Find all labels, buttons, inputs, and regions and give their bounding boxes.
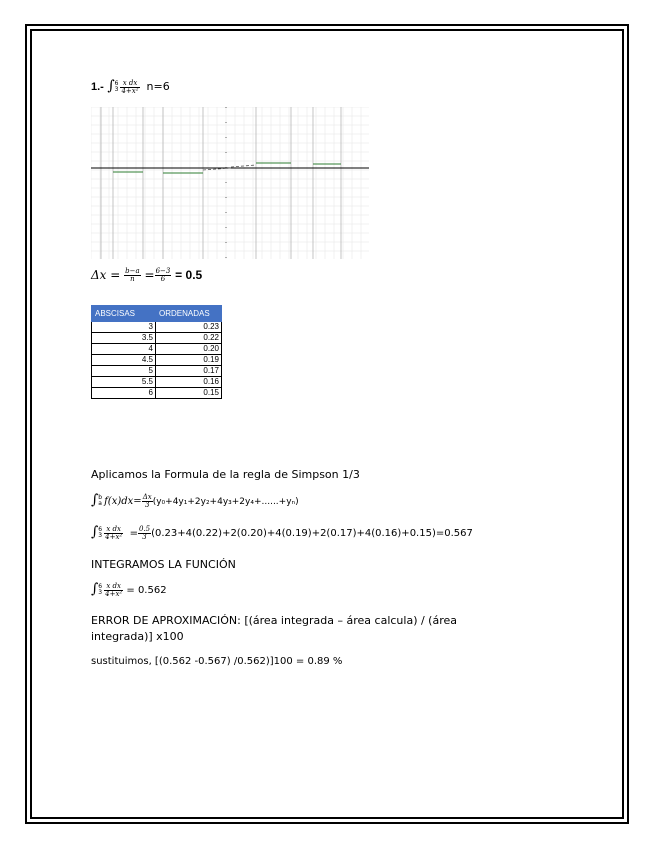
simpson-applied-formula: ∫ 6 3 $\frac{\text{x dx}}{\text{4+x²}}$ = $\frac{0.5}{3}$ (0.23+4(0.22)+2(0.20)+4(0.19)+2(0.17)+4(0.16)+0.15)=0.567 <box>91 524 473 541</box>
table-header-row <box>92 306 222 322</box>
ordinate-cell: 0.20 <box>156 344 222 355</box>
problem-title: 1.- ∫ 6 3 $\frac{\text{x dx}}{\text{4+x²}}$ n=6 <box>91 78 170 95</box>
ordinate-cell: 0.22 <box>156 333 222 344</box>
simpson-intro: Aplicamos la Formula de la regla de Simpson 1/3 <box>91 468 360 481</box>
integral-result-line: ∫ 6 3 $\frac{\text{x dx}}{\text{4+x²}}$ = 0.562 <box>91 581 167 598</box>
error-line-2: integrada)] x100 <box>91 630 184 643</box>
abscissa-cell: 4 <box>92 344 156 355</box>
integramos-heading: INTEGRAMOS LA FUNCIÓN <box>91 558 236 571</box>
applied-lower: 3 <box>98 532 103 539</box>
general-frac-num: Δx <box>142 492 152 501</box>
result-integrand-num: x dx <box>104 583 123 591</box>
general-lhs: f(x)dx= <box>104 496 142 507</box>
delta-result: = 0.5 <box>175 268 203 282</box>
abscissa-cell: 5.5 <box>92 377 156 388</box>
general-lower: a <box>98 500 102 507</box>
table-row <box>92 333 222 344</box>
header-ordenadas: ORDENADAS <box>156 306 222 322</box>
delta-num2: 6−3 <box>155 267 171 275</box>
delta-eq: = <box>144 268 155 282</box>
integral-result: = 0.562 <box>126 585 167 596</box>
upper-limit: 6 <box>114 80 119 87</box>
result-upper: 6 <box>98 583 103 590</box>
abscissa-cell: 5 <box>92 366 156 377</box>
simpson-general-formula: ∫ b a f(x)dx= $\frac{\Delta x}{3}$ (y₀+4y₁+2y₂+4y₃+2y₄+......+yₙ) <box>91 492 299 509</box>
abscissa-cell: 6 <box>92 388 156 399</box>
table-row <box>92 344 222 355</box>
applied-rhs: (0.23+4(0.22)+2(0.20)+4(0.19)+2(0.17)+4(0.16)+0.15)=0.567 <box>151 528 473 539</box>
error-line-1: ERROR DE APROXIMACIÓN: [(área integrada – área calcula) / (área <box>91 614 458 627</box>
graph-major-grid <box>101 107 341 259</box>
ordinate-cell: 0.23 <box>156 322 222 333</box>
lower-limit: 3 <box>114 86 119 93</box>
delta-x-label: Δx = <box>91 268 121 282</box>
applied-upper: 6 <box>98 526 103 533</box>
delta-x-line <box>91 268 202 283</box>
table-row <box>92 377 222 388</box>
ordinate-cell: 0.19 <box>156 355 222 366</box>
applied-integrand-den: 4+x² <box>105 532 123 541</box>
table-row <box>92 388 222 399</box>
general-upper: b <box>98 494 103 501</box>
integrand-denominator: 4+x² <box>121 86 139 95</box>
integrand-numerator: x dx <box>120 80 139 88</box>
general-rhs: (y₀+4y₁+2y₂+4y₃+2y₄+......+yₙ) <box>152 497 299 507</box>
ordinate-cell: 0.16 <box>156 377 222 388</box>
applied-frac-den: 3 <box>142 532 147 541</box>
abscissa-cell: 3.5 <box>92 333 156 344</box>
n-value: n=6 <box>146 80 170 93</box>
abscissa-cell: 4.5 <box>92 355 156 366</box>
abscissa-cell: 3 <box>92 322 156 333</box>
table-row <box>92 366 222 377</box>
table-row <box>92 322 222 333</box>
applied-frac-num: 0.5 <box>138 524 151 533</box>
delta-den1: n <box>130 275 135 283</box>
substitution-line: sustituimos, [(0.562 -0.567) /0.562)]100 = 0.89 % <box>91 656 343 667</box>
graph-minor-grid <box>91 107 369 259</box>
abscissa-ordinate-table <box>91 305 222 399</box>
ordinate-cell: 0.17 <box>156 366 222 377</box>
header-abscisas: ABSCISAS <box>92 306 156 322</box>
delta-num1: b−a <box>125 267 140 275</box>
function-graph <box>91 107 369 259</box>
result-integrand-den: 4+x² <box>105 589 123 598</box>
problem-number: 1.- <box>91 81 104 93</box>
applied-eq: = <box>129 528 138 539</box>
general-frac-den: 3 <box>144 500 150 509</box>
result-lower: 3 <box>98 589 103 596</box>
ordinate-cell: 0.15 <box>156 388 222 399</box>
applied-integrand-num: x dx <box>104 526 123 534</box>
delta-den2: 6 <box>160 275 166 283</box>
table-row <box>92 355 222 366</box>
